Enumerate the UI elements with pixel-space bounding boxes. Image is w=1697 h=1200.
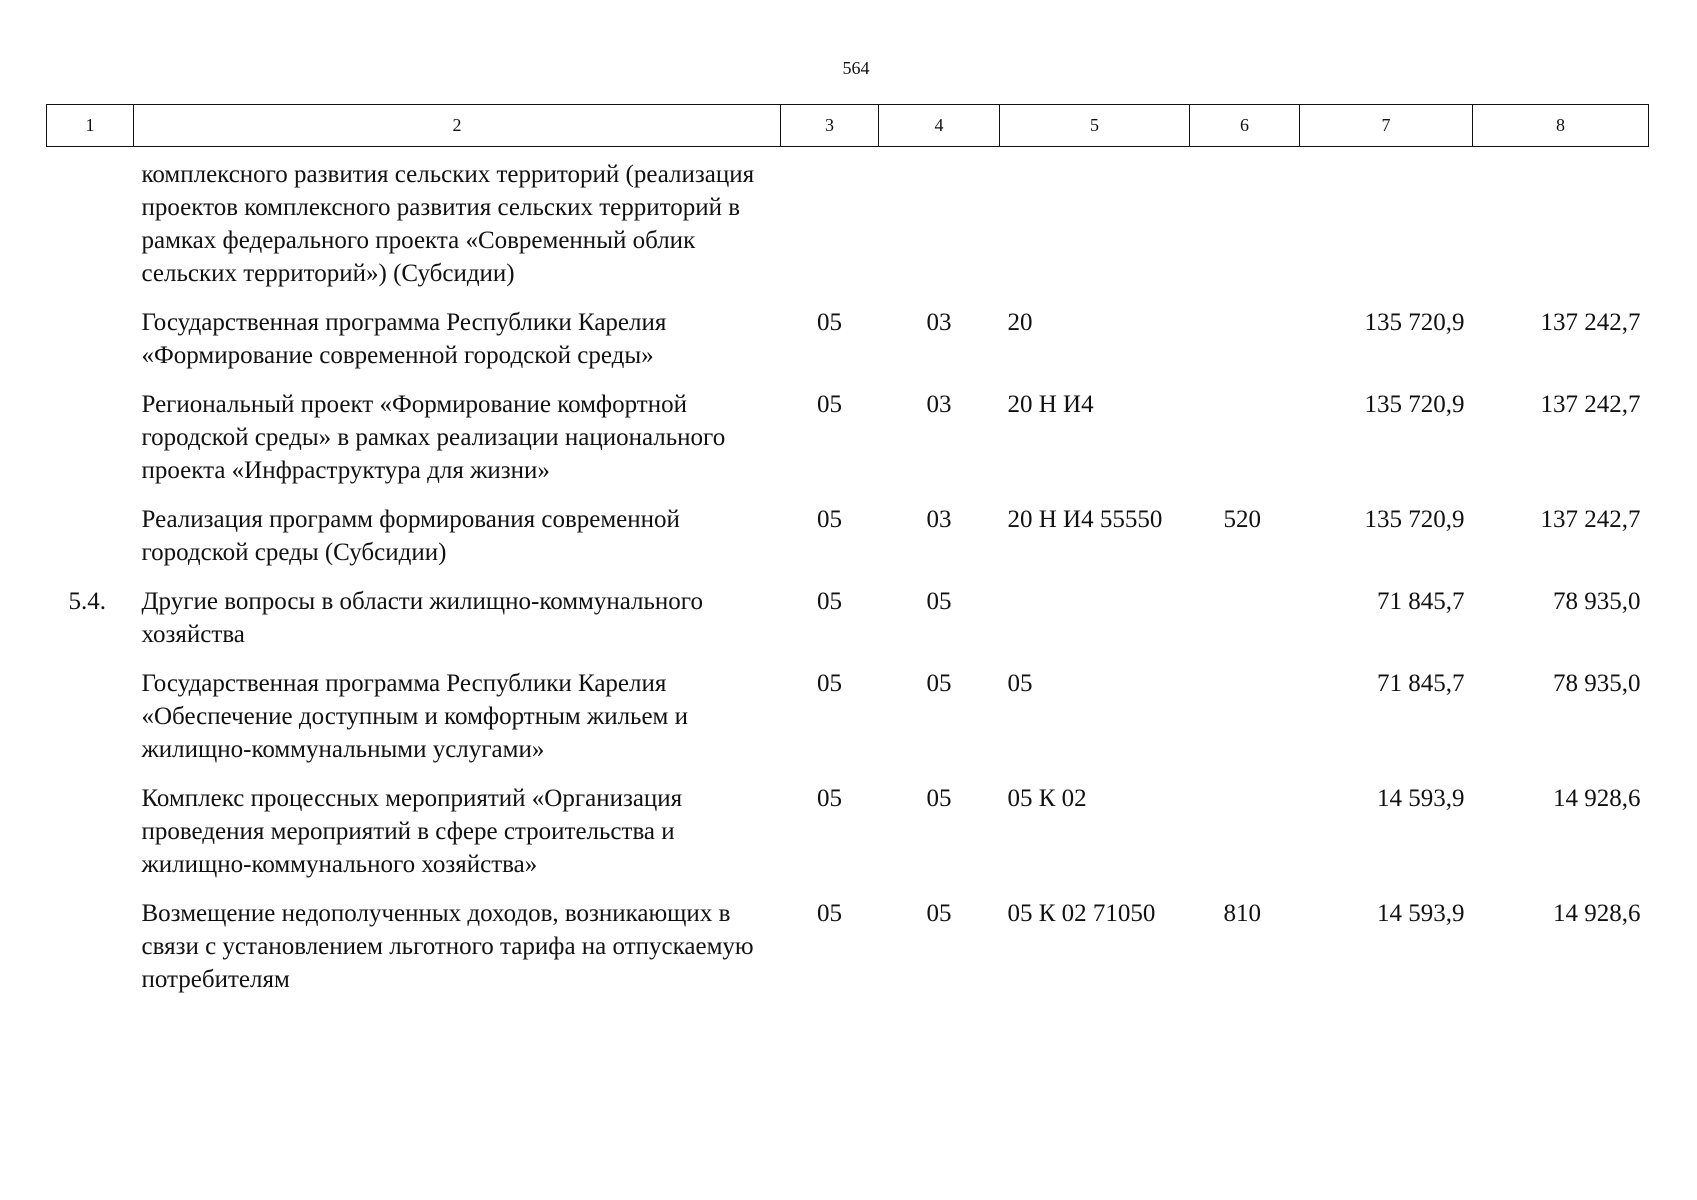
row-section-code <box>781 147 879 307</box>
row-expense-type <box>1190 667 1300 782</box>
row-name: Возмещение недополученных доходов, возникающих в связи с установлением льготного тарифа на отпускаемую потребителям <box>141 900 754 993</box>
row-name: Государственная программа Республики Карелия «Обеспечение доступным и комфортным жильем и жилищно-коммунальными услугами» <box>141 670 689 763</box>
row-amount-col8: 137 242,7 <box>1540 506 1641 533</box>
row-expense-type: 810 <box>1223 900 1261 927</box>
row-target-article: 05 К 02 71050 <box>1007 900 1156 927</box>
row-target-article: 20 Н И4 <box>1007 391 1094 418</box>
table-row <box>47 147 1649 307</box>
column-header: 6 <box>1190 105 1300 147</box>
table-row <box>47 306 1649 388</box>
row-name: Региональный проект «Формирование комфортной городской среды» в рамках реализации национального проекта «Инфраструктура для жизни» <box>141 391 726 484</box>
row-amount-col7: 14 593,9 <box>1377 900 1465 927</box>
row-section-code: 05 <box>817 785 842 812</box>
row-amount-col7: 14 593,9 <box>1377 785 1465 812</box>
table-row <box>47 388 1649 503</box>
row-section-code: 05 <box>817 391 842 418</box>
row-name: Другие вопросы в области жилищно-коммунального хозяйства <box>141 588 703 648</box>
row-expense-type <box>1190 147 1300 307</box>
budget-table <box>46 104 1649 1012</box>
row-subsection-code: 05 <box>926 670 952 697</box>
row-subsection-code: 05 <box>926 785 952 812</box>
table-row <box>47 585 1649 667</box>
row-section-code: 05 <box>817 900 842 927</box>
row-expense-type <box>1190 782 1300 897</box>
column-header: 5 <box>1000 105 1190 147</box>
row-amount-col7: 71 845,7 <box>1377 670 1465 697</box>
row-amount-col8 <box>1473 147 1649 307</box>
column-header: 4 <box>879 105 1000 147</box>
row-amount-col8: 78 935,0 <box>1553 588 1641 615</box>
row-amount-col8: 137 242,7 <box>1540 391 1641 418</box>
row-number <box>47 388 134 503</box>
row-amount-col8: 14 928,6 <box>1553 785 1641 812</box>
row-amount-col7: 135 720,9 <box>1364 506 1465 533</box>
column-header: 2 <box>134 105 781 147</box>
row-section-code: 05 <box>817 588 842 615</box>
row-subsection-code: 03 <box>926 391 952 418</box>
row-expense-type: 520 <box>1223 506 1261 533</box>
row-target-article: 20 <box>1007 309 1033 336</box>
row-name: комплексного развития сельских территорий (реализация проектов комплексного развития сельских территорий в рамках федерального проекта «Современный облик сельских территорий») (Субсидии) <box>141 161 755 287</box>
row-amount-col7: 135 720,9 <box>1364 309 1465 336</box>
column-header: 8 <box>1473 105 1649 147</box>
table-row <box>47 897 1649 1012</box>
row-amount-col7: 135 720,9 <box>1364 391 1465 418</box>
row-number <box>47 147 134 307</box>
row-name: Комплекс процессных мероприятий «Организация проведения мероприятий в сфере строительства и жилищно-коммунального хозяйства» <box>141 785 683 878</box>
row-amount-col7: 71 845,7 <box>1377 588 1465 615</box>
row-amount-col7 <box>1300 147 1473 307</box>
row-expense-type <box>1190 306 1300 388</box>
header-row <box>47 105 1649 147</box>
column-header: 3 <box>781 105 879 147</box>
row-subsection-code: 05 <box>926 588 952 615</box>
row-target-article: 05 К 02 <box>1007 785 1087 812</box>
table-row <box>47 503 1649 585</box>
row-subsection-code: 03 <box>926 506 952 533</box>
column-header: 7 <box>1300 105 1473 147</box>
row-name: Государственная программа Республики Карелия «Формирование современной городской среды» <box>141 309 667 369</box>
page-number: 564 <box>842 58 870 78</box>
row-section-code: 05 <box>817 670 842 697</box>
row-amount-col8: 14 928,6 <box>1553 900 1641 927</box>
row-name: Реализация программ формирования современной городской среды (Субсидии) <box>141 506 680 566</box>
column-header: 1 <box>47 105 134 147</box>
table-row <box>47 667 1649 782</box>
row-number <box>47 667 134 782</box>
row-subsection-code: 05 <box>926 900 952 927</box>
row-target-article <box>1000 147 1190 307</box>
row-target-article: 05 <box>1007 670 1033 697</box>
row-number <box>47 503 134 585</box>
row-number <box>47 782 134 897</box>
row-subsection-code: 03 <box>926 309 952 336</box>
row-target-article <box>1000 585 1190 667</box>
row-number <box>47 306 134 388</box>
row-expense-type <box>1190 388 1300 503</box>
table-row <box>47 782 1649 897</box>
row-number: 5.4. <box>68 588 106 615</box>
row-section-code: 05 <box>817 506 842 533</box>
row-amount-col8: 78 935,0 <box>1553 670 1641 697</box>
row-expense-type <box>1190 585 1300 667</box>
row-number <box>47 897 134 1012</box>
row-section-code: 05 <box>817 309 842 336</box>
row-target-article: 20 Н И4 55550 <box>1007 506 1163 533</box>
row-amount-col8: 137 242,7 <box>1540 309 1641 336</box>
row-subsection-code <box>879 147 1000 307</box>
